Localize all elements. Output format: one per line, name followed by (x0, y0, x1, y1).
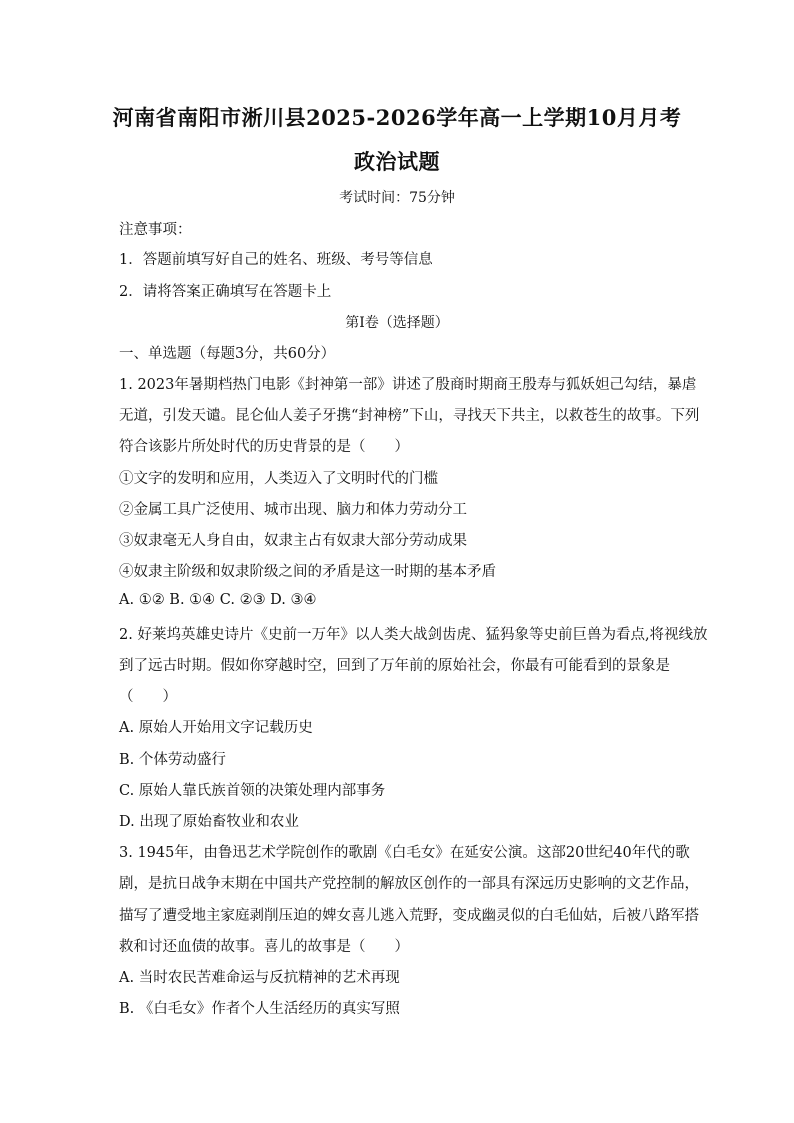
exam-time: 考试时间：75分钟 (339, 190, 455, 206)
question-2-option-d: D. 出现了原始畜牧业和农业 (119, 814, 299, 830)
question-1-stem-line: 无道，引发天谴。昆仑仙人姜子牙携“封神榜”下山，寻找天下共主，以救苍生的故事。下列 (119, 408, 700, 424)
notes-heading: 注意事项： (119, 222, 192, 238)
question-2-option-a: A. 原始人开始用文字记载历史 (119, 720, 313, 736)
question-3-stem-line: 救和讨还血债的故事。喜儿的故事是（ ） (119, 939, 409, 955)
exam-title-line2: 政治试题 (354, 149, 440, 174)
question-2-stem-line: 2. 好莱坞英雄史诗片《史前一万年》以人类大战剑齿虎、猛犸象等史前巨兽为看点,将视线放 (119, 627, 708, 643)
exam-title-line1: 河南省南阳市淅川县2025-2026学年高一上学期10月月考 (112, 105, 682, 130)
note-item: 1．答题前填写好自己的姓名、班级、考号等信息 (119, 252, 433, 268)
part-heading: 一、单选题（每题3分，共60分） (119, 346, 336, 362)
question-2-option-c: C. 原始人靠氏族首领的决策处理内部事务 (119, 783, 386, 799)
question-2-option-b: B. 个体劳动盛行 (119, 752, 226, 768)
note-item: 2．请将答案正确填写在答题卡上 (119, 284, 332, 300)
question-1-options: A. ①② B. ①④ C. ②③ D. ③④ (119, 592, 317, 608)
question-3-stem-line: 3. 1945年，由鲁迅艺术学院创作的歌剧《白毛女》在延安公演。这部20世纪40年代的歌 (119, 845, 690, 861)
question-3-option-b: B. 《白毛女》作者个人生活经历的真实写照 (119, 1001, 400, 1017)
question-2-stem-line: （ ） (119, 689, 177, 705)
question-3-stem-line: 描写了遭受地主家庭剥削压迫的婢女喜儿逃入荒野，变成幽灵似的白毛仙姑，后被八路军搭 (119, 908, 699, 924)
question-1-statement: ②金属工具广泛使用、城市出现、脑力和体力劳动分工 (119, 502, 467, 518)
volume-heading: 第I卷（选择题） (345, 315, 449, 331)
question-1-statement: ①文字的发明和应用，人类迈入了文明时代的门槛 (119, 471, 438, 487)
question-1-stem-line: 1. 2023年暑期档热门电影《封神第一部》讲述了殷商时期商王殷寿与狐妖妲己勾结，暴虐 (119, 377, 697, 393)
question-3-stem-line: 剧，是抗日战争末期在中国共产党控制的解放区创作的一部具有深远历史影响的文艺作品， (119, 876, 699, 892)
question-2-stem-line: 到了远古时期。假如你穿越时空，回到了万年前的原始社会，你最有可能看到的景象是 (119, 658, 670, 674)
question-3-option-a: A. 当时农民苦难命运与反抗精神的艺术再现 (119, 970, 400, 986)
question-1-statement: ③奴隶毫无人身自由，奴隶主占有奴隶大部分劳动成果 (119, 533, 467, 549)
question-1-stem-line: 符合该影片所处时代的历史背景的是（ ） (119, 439, 409, 455)
question-1-statement: ④奴隶主阶级和奴隶阶级之间的矛盾是这一时期的基本矛盾 (119, 564, 496, 580)
